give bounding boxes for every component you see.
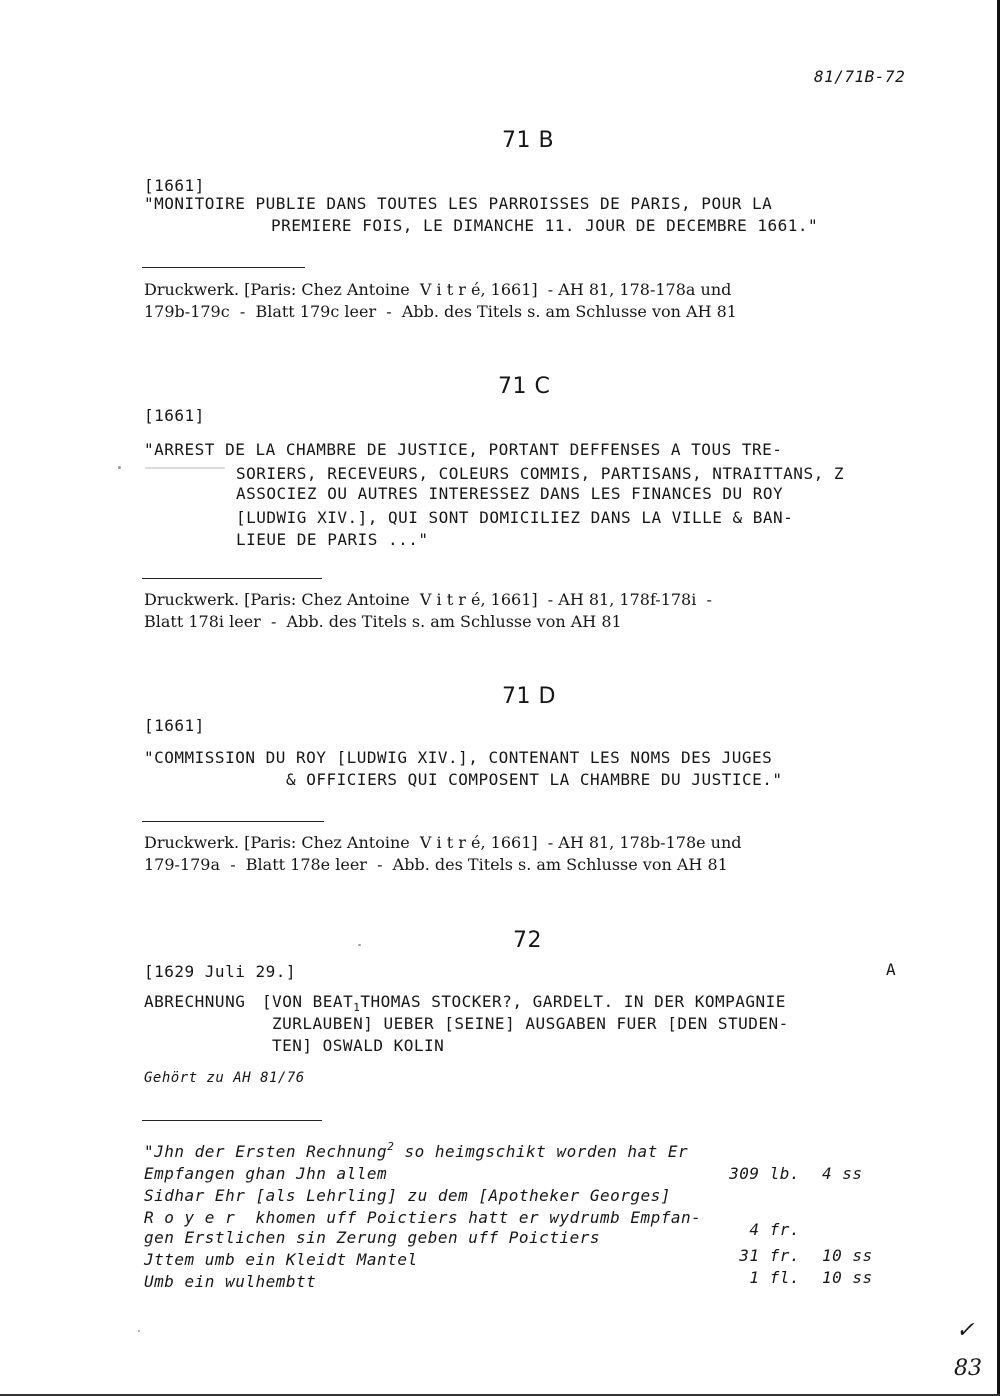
quote-amount-5: 4 fr. bbox=[749, 1220, 800, 1239]
title-fragment: ] UEBER [SEINE] AUSGABEN FUER [DEN STUDEN- bbox=[363, 1014, 789, 1033]
separator-rule bbox=[142, 1120, 322, 1121]
quote-line-2: Empfangen ghan Jhn allem bbox=[144, 1164, 388, 1183]
scan-speck bbox=[138, 1330, 140, 1332]
entry-date-72: [1629 Juli 29.] bbox=[144, 962, 296, 981]
quote-line-3: Sidhar Ehr [als Lehrling] zu dem [Apotheker Georges] bbox=[144, 1186, 671, 1205]
quote-unit-7: 10 ss bbox=[822, 1268, 873, 1287]
entry-date-71d: [1661] bbox=[144, 716, 205, 735]
entry-title-72-line1 bbox=[262, 992, 786, 1014]
entry-title-71c-line3: ASSOCIEZ OU AUTRES INTERESSEZ DANS LES FINANCES DU ROY bbox=[236, 484, 784, 503]
entry-title-71c-line4: [LUDWIG XIV.], QUI SONT DOMICILIEZ DANS LA VILLE & BAN- bbox=[236, 508, 794, 527]
entry-title-72-line3: TEN] OSWALD KOLIN bbox=[272, 1036, 445, 1055]
quote-amount-6: 31 fr. bbox=[739, 1246, 800, 1265]
scan-smudge bbox=[145, 467, 225, 469]
separator-rule bbox=[142, 578, 322, 579]
quote-text: "Jhn der Ersten Rechnung bbox=[144, 1142, 388, 1161]
entry-title-71c-line1: "ARREST DE LA CHAMBRE DE JUSTICE, PORTANT DEFFENSES A TOUS TRE- bbox=[144, 440, 783, 459]
entry-title-71c-line5: LIEUE DE PARIS ..." bbox=[236, 530, 429, 549]
quote-line-6: Jttem umb ein Kleidt Mantel bbox=[144, 1250, 418, 1269]
footnote-ref-1: 1 bbox=[353, 1001, 361, 1014]
entry-number-71c: 71 C bbox=[498, 374, 551, 399]
quote-amount-7: 1 fl. bbox=[749, 1268, 800, 1287]
entry-date-71c: [1661] bbox=[144, 406, 205, 425]
handwritten-page-number: 83 bbox=[954, 1356, 982, 1381]
entry-note-71c-line2: Blatt 178i leer - Abb. des Titels s. am Schlusse von AH 81 bbox=[144, 612, 622, 631]
belongs-to-note: Gehört zu AH 81/76 bbox=[144, 1070, 305, 1086]
scan-speck bbox=[118, 466, 121, 469]
entry-number-71b: 71 B bbox=[502, 128, 555, 153]
entry-title-71b-line1: "MONITOIRE PUBLIE DANS TOUTES LES PARROISSES DE PARIS, POUR LA bbox=[144, 194, 773, 213]
footnote-ref-2: 2 bbox=[387, 1140, 395, 1153]
quote-line-1 bbox=[144, 1142, 688, 1161]
quote-line-7: Umb ein wulhembtt bbox=[144, 1272, 317, 1291]
separator-rule bbox=[142, 821, 324, 822]
scan-speck bbox=[358, 944, 361, 946]
entry-note-71b-line1: Druckwerk. [Paris: Chez Antoine V i t r é, 1661] - AH 81, 178-178a und bbox=[144, 280, 732, 299]
title-fragment: [VON BEAT bbox=[262, 992, 354, 1011]
page-reference: 81/71B-72 bbox=[814, 67, 906, 86]
entry-number-72: 72 bbox=[513, 928, 542, 953]
quote-text: so heimgschikt worden hat Er bbox=[394, 1142, 689, 1161]
quote-line-5: gen Erstlichen sin Zerung geben uff Poictiers bbox=[144, 1228, 600, 1247]
separator-rule bbox=[142, 267, 305, 268]
entry-title-71b-line2: PREMIERE FOIS, LE DIMANCHE 11. JOUR DE DECEMBRE 1661." bbox=[271, 216, 819, 235]
entry-date-71b: [1661] bbox=[144, 176, 205, 195]
entry-note-71d-line1: Druckwerk. [Paris: Chez Antoine V i t r é, 1661] - AH 81, 178b-178e und bbox=[144, 833, 742, 852]
entry-marker-72: A bbox=[886, 960, 897, 979]
quote-unit-6: 10 ss bbox=[822, 1246, 873, 1265]
entry-title-71d-line1: "COMMISSION DU ROY [LUDWIG XIV.], CONTENANT LES NOMS DES JUGES bbox=[144, 748, 773, 767]
check-mark: ✓ bbox=[956, 1318, 975, 1343]
entry-note-71d-line2: 179-179a - Blatt 178e leer - Abb. des Titels s. am Schlusse von AH 81 bbox=[144, 855, 728, 874]
title-fragment: ZURLAUBEN bbox=[272, 1014, 364, 1033]
entry-title-72-line2 bbox=[272, 1014, 789, 1033]
entry-title-label-72: ABRECHNUNG bbox=[144, 992, 246, 1011]
entry-number-71d: 71 D bbox=[502, 684, 556, 709]
entry-title-71d-line2: & OFFICIERS QUI COMPOSENT LA CHAMBRE DU JUSTICE." bbox=[286, 770, 783, 789]
entry-title-71c-line2: SORIERS, RECEVEURS, COLEURS COMMIS, PARTISANS, NTRAITTANS, Z bbox=[236, 464, 844, 483]
entry-note-71b-line2: 179b-179c - Blatt 179c leer - Abb. des Titels s. am Schlusse von AH 81 bbox=[144, 302, 737, 321]
quote-amount-2: 309 lb. bbox=[729, 1164, 800, 1183]
entry-note-71c-line1: Druckwerk. [Paris: Chez Antoine V i t r é, 1661] - AH 81, 178f-178i - bbox=[144, 590, 712, 609]
title-fragment: THOMAS STOCKER?, GARDELT. IN DER KOMPAGNIE bbox=[360, 992, 786, 1011]
quote-line-4: R o y e r khomen uff Poictiers hatt er wydrumb Empfan- bbox=[144, 1208, 702, 1227]
quote-unit-2: 4 ss bbox=[822, 1164, 863, 1183]
